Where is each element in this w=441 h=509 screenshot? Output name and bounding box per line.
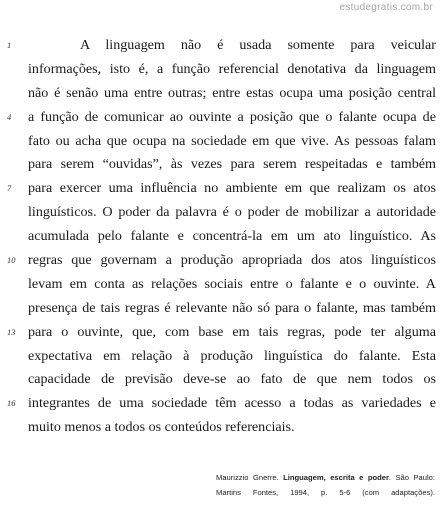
- source-citation: [216, 470, 435, 500]
- passage-line-text: muito menos a todos os conteúdos referenciais.: [28, 419, 295, 436]
- citation-line: [216, 485, 435, 500]
- passage-line-text: para o ouvinte, que, com base em tais regras, pode ter alguma: [28, 323, 436, 340]
- passage-line: [7, 392, 436, 416]
- passage-line-text: presença de tais regras é relevante não só para o falante, mas também: [28, 299, 436, 316]
- citation-details: Martins Fontes, 1994, p. 5-6 (com adaptações).: [216, 488, 435, 497]
- passage-line-text: capacidade de previsão deve-se ao fato de que nem todos os: [28, 371, 436, 388]
- passage-line-text: informações, isto é, a função referencial denotativa da linguagem: [28, 60, 436, 77]
- line-number: 1: [7, 40, 12, 50]
- passage-line: [28, 130, 436, 154]
- passage-line-text: levam em conta as relações sociais entre o falante e o ouvinte. A: [28, 275, 436, 292]
- line-number: 4: [7, 111, 12, 122]
- passage-line-text: não é senão uma entre outras; entre estas ocupa uma posição central: [28, 84, 436, 101]
- passage-line: [28, 58, 436, 82]
- passage-line: [28, 201, 436, 225]
- passage-line: [28, 416, 436, 440]
- passage-line-text: A linguagem não é usada somente para veicular: [80, 37, 436, 53]
- site-watermark: estudegratis.com.br: [339, 2, 433, 13]
- passage-line: [7, 106, 436, 130]
- passage-line-text: fato ou acha que ocupa na sociedade em que vive. As pessoas falam: [28, 132, 436, 149]
- passage-line-text: integrantes de uma sociedade têm acesso a todas as variedades e: [28, 395, 436, 412]
- line-number: 13: [7, 326, 16, 337]
- passage-line: [28, 225, 436, 249]
- passage-text: [7, 34, 436, 440]
- passage-line-text: para exercer uma influência no ambiente em que realizam os atos: [28, 180, 436, 197]
- passage-line-text: regras que governam a produção apropriada dos atos linguísticos: [28, 252, 436, 269]
- passage-line-text: acumulada pelo falante e concentrá-la em um ato linguístico. As: [28, 228, 436, 245]
- passage-line: [28, 345, 436, 369]
- passage-line: [7, 249, 436, 273]
- line-number: 16: [7, 398, 16, 409]
- citation-title: Linguagem, escrita e poder: [283, 473, 389, 482]
- passage-line: [28, 153, 436, 177]
- passage-line: [28, 273, 436, 297]
- passage-line: [7, 321, 436, 345]
- passage-line: [28, 82, 436, 106]
- passage-line: [7, 34, 436, 58]
- passage-line: [28, 368, 436, 392]
- passage-line: [28, 297, 436, 321]
- citation-publisher: . São Paulo:: [388, 473, 435, 482]
- passage-line: [7, 177, 436, 201]
- line-number: 7: [7, 183, 12, 194]
- citation-line: [216, 470, 435, 485]
- passage-line-text: linguísticos. O poder da palavra é o poder de mobilizar a autoridade: [28, 204, 436, 221]
- passage-line-text: a função de comunicar ao ouvinte a posição que o falante ocupa de: [28, 108, 436, 125]
- passage-line-text: para serem “ouvidas”, às vezes para serem respeitadas e também: [28, 156, 436, 173]
- citation-author: Maurizzio Gnerre.: [216, 473, 279, 482]
- passage-line-text: expectativa em relação à produção linguística do falante. Esta: [28, 347, 436, 364]
- line-number: 10: [7, 255, 16, 266]
